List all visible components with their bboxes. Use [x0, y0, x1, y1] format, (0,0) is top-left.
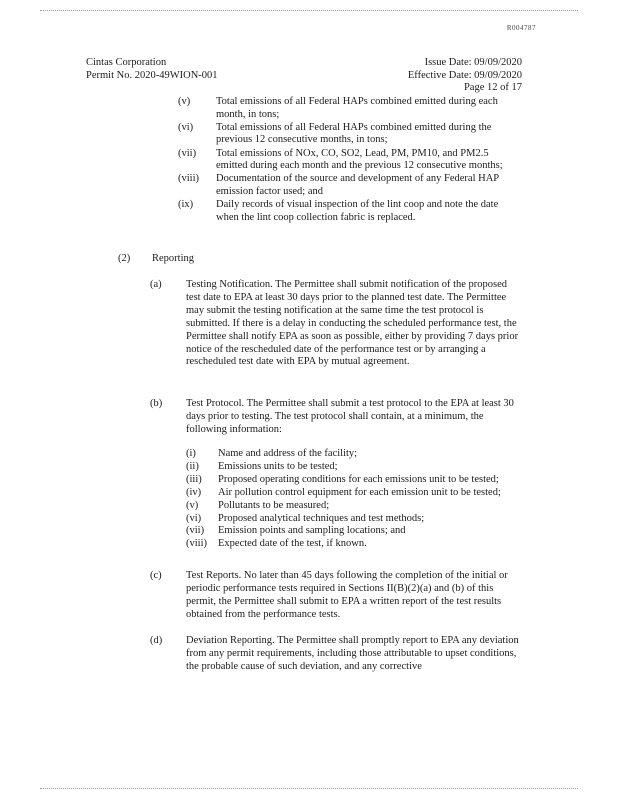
header-left [86, 57, 218, 82]
list-item: (ii) Emissions units to be tested; [186, 460, 338, 472]
list-item: (viii) Expected date of the test, if known. [186, 538, 367, 550]
scan-top-edge [40, 10, 578, 11]
page-number: Page 12 of 17 [463, 82, 522, 93]
list-item: (vi) Proposed analytical techniques and test methods; [186, 512, 425, 524]
list-item: (vii) Total emissions of NOx, CO, SO2, Lead, PM, PM10, and PM2.5 emitted during each month and the previous 12 consecutive months; [178, 147, 503, 172]
paragraph-testing-notification: (a) Testing Notification. The Permittee shall submit notification of the proposed test date to EPA at least 30 days prior to the planned test date. The Permittee may submit the testing notification at the same time the test protocol is submitted. If there is a delay in conducting the scheduled performance test, the Permittee shall notify EPA as soon as possible, either by providing 7 days prior notice of the rescheduled date of the performance test or by arranging a rescheduled test date with EPA by mutual agreement. [150, 279, 519, 368]
paragraph-test-protocol: (b) Test Protocol. The Permittee shall submit a test protocol to the EPA at least 30 days prior to testing. The test protocol shall contain, at a minimum, the following information: [150, 398, 514, 435]
protocol-items [186, 448, 522, 551]
list-item: (v) Pollutants to be measured; [186, 499, 330, 511]
issue-date: Issue Date: 09/09/2020 [424, 57, 522, 68]
list-item: (vi) Total emissions of all Federal HAPs combined emitted during the previous 12 consecutive months, in tons; [178, 121, 492, 146]
list-item: (i) Name and address of the facility; [186, 448, 358, 459]
bates-number: R004787 [506, 24, 536, 32]
list-item: (viii) Documentation of the source and development of any Federal HAP emission factor used; and [178, 173, 499, 197]
paragraph-deviation-reporting: (d) Deviation Reporting. The Permittee shall promptly report to EPA any deviation from any permit requirements, including those attributable to upset conditions, the probable cause of such deviation, and any corrective [150, 635, 519, 672]
list-item: (iv) Air pollution control equipment for each emission unit to be tested; [186, 486, 501, 498]
header-right [408, 57, 522, 95]
permit-number: Permit No. 2020-49WION-001 [86, 69, 218, 81]
list-item: (ix) Daily records of visual inspection of the lint coop and note the date when the lint coop collection fabric is replaced. [178, 199, 499, 223]
section-heading: (2) Reporting [118, 253, 194, 264]
recordkeeping-list [178, 96, 520, 225]
effective-date: Effective Date: 09/09/2020 [407, 69, 522, 81]
company-name: Cintas Corporation [86, 57, 167, 68]
list-item: (iii) Proposed operating conditions for each emissions unit to be tested; [186, 473, 499, 485]
list-item: (v) Total emissions of all Federal HAPs combined emitted during each month, in tons; [178, 96, 498, 120]
list-item: (vii) Emission points and sampling locations; and [186, 525, 406, 537]
paragraph-test-reports: (c) Test Reports. No later than 45 days following the completion of the initial or periodic performance tests required in Sections II(B)(2)(a) and (b) of this permit, the Permittee shall submit to EPA a written report of the test results obtained from the performance tests. [150, 570, 508, 620]
scan-bottom-edge [40, 788, 578, 789]
